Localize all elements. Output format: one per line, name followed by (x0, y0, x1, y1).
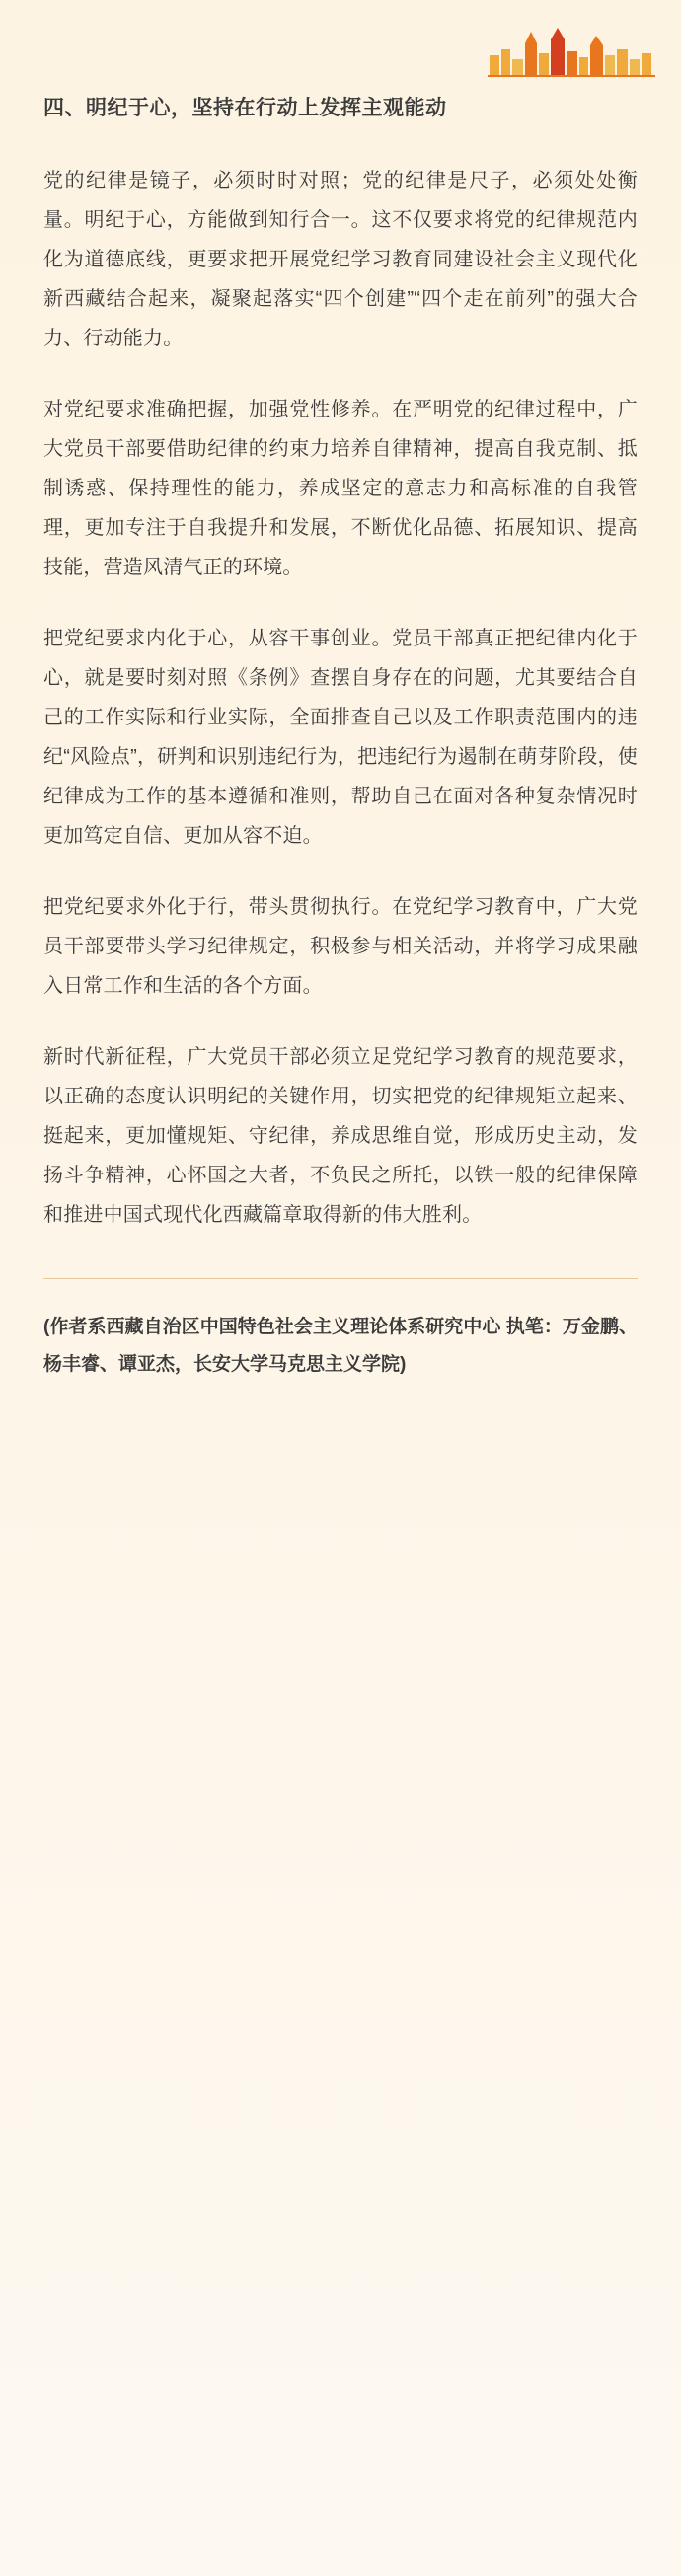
divider (43, 1278, 638, 1279)
paragraph: 把党纪要求外化于行，带头贯彻执行。在党纪学习教育中，广大党员干部要带头学习纪律规定，积极参与相关活动，并将学习成果融入日常工作和生活的各个方面。 (43, 895, 638, 997)
article-body (43, 161, 638, 1235)
paragraph: 党的纪律是镜子，必须时时对照；党的纪律是尺子，必须处处衡量。明纪于心，方能做到知行合一。这不仅要求将党的纪律规范内化为道德底线，更要求把开展党纪学习教育同建设社会主义现代化新西藏结合起来，凝聚起落实“四个创建”“四个走在前列”的强大合力、行动能力。 (43, 169, 638, 349)
author-signature: (作者系西藏自治区中国特色社会主义理论体系研究中心 执笔：万金鹏、杨丰睿、谭亚杰，长安大学马克思主义学院) (43, 1316, 638, 1375)
paragraph: 把党纪要求内化于心，从容干事创业。党员干部真正把纪律内化于心，就是要时刻对照《条例》查摆自身存在的问题，尤其要结合自己的工作实际和行业实际，全面排查自己以及工作职责范围内的违纪“风险点”，研判和识别违纪行为，把违纪行为遏制在萌芽阶段，使纪律成为工作的基本遵循和准则，帮助自己在面对各种复杂情况时更加笃定自信、更加从容不迫。 (43, 627, 638, 847)
page-title: 四、明纪于心，坚持在行动上发挥主观能动 (43, 97, 447, 119)
paragraph: 对党纪要求准确把握，加强党性修养。在严明党的纪律过程中，广大党员干部要借助纪律的约束力培养自律精神，提高自我克制、抵制诱惑、保持理性的能力，养成坚定的意志力和高标准的自我管理，更加专注于自我提升和发展，不断优化品德、拓展知识、提高技能，营造风清气正的环境。 (43, 398, 638, 578)
paragraph: 新时代新征程，广大党员干部必须立足党纪学习教育的规范要求，以正确的态度认识明纪的关键作用，切实把党的纪律规矩立起来、挺起来，更加懂规矩、守纪律，养成思维自觉，形成历史主动，发扬斗争精神，心怀国之大者，不负民之所托，以铁一般的纪律保障和推进中国式现代化西藏篇章取得新的伟大胜利。 (43, 1045, 638, 1226)
